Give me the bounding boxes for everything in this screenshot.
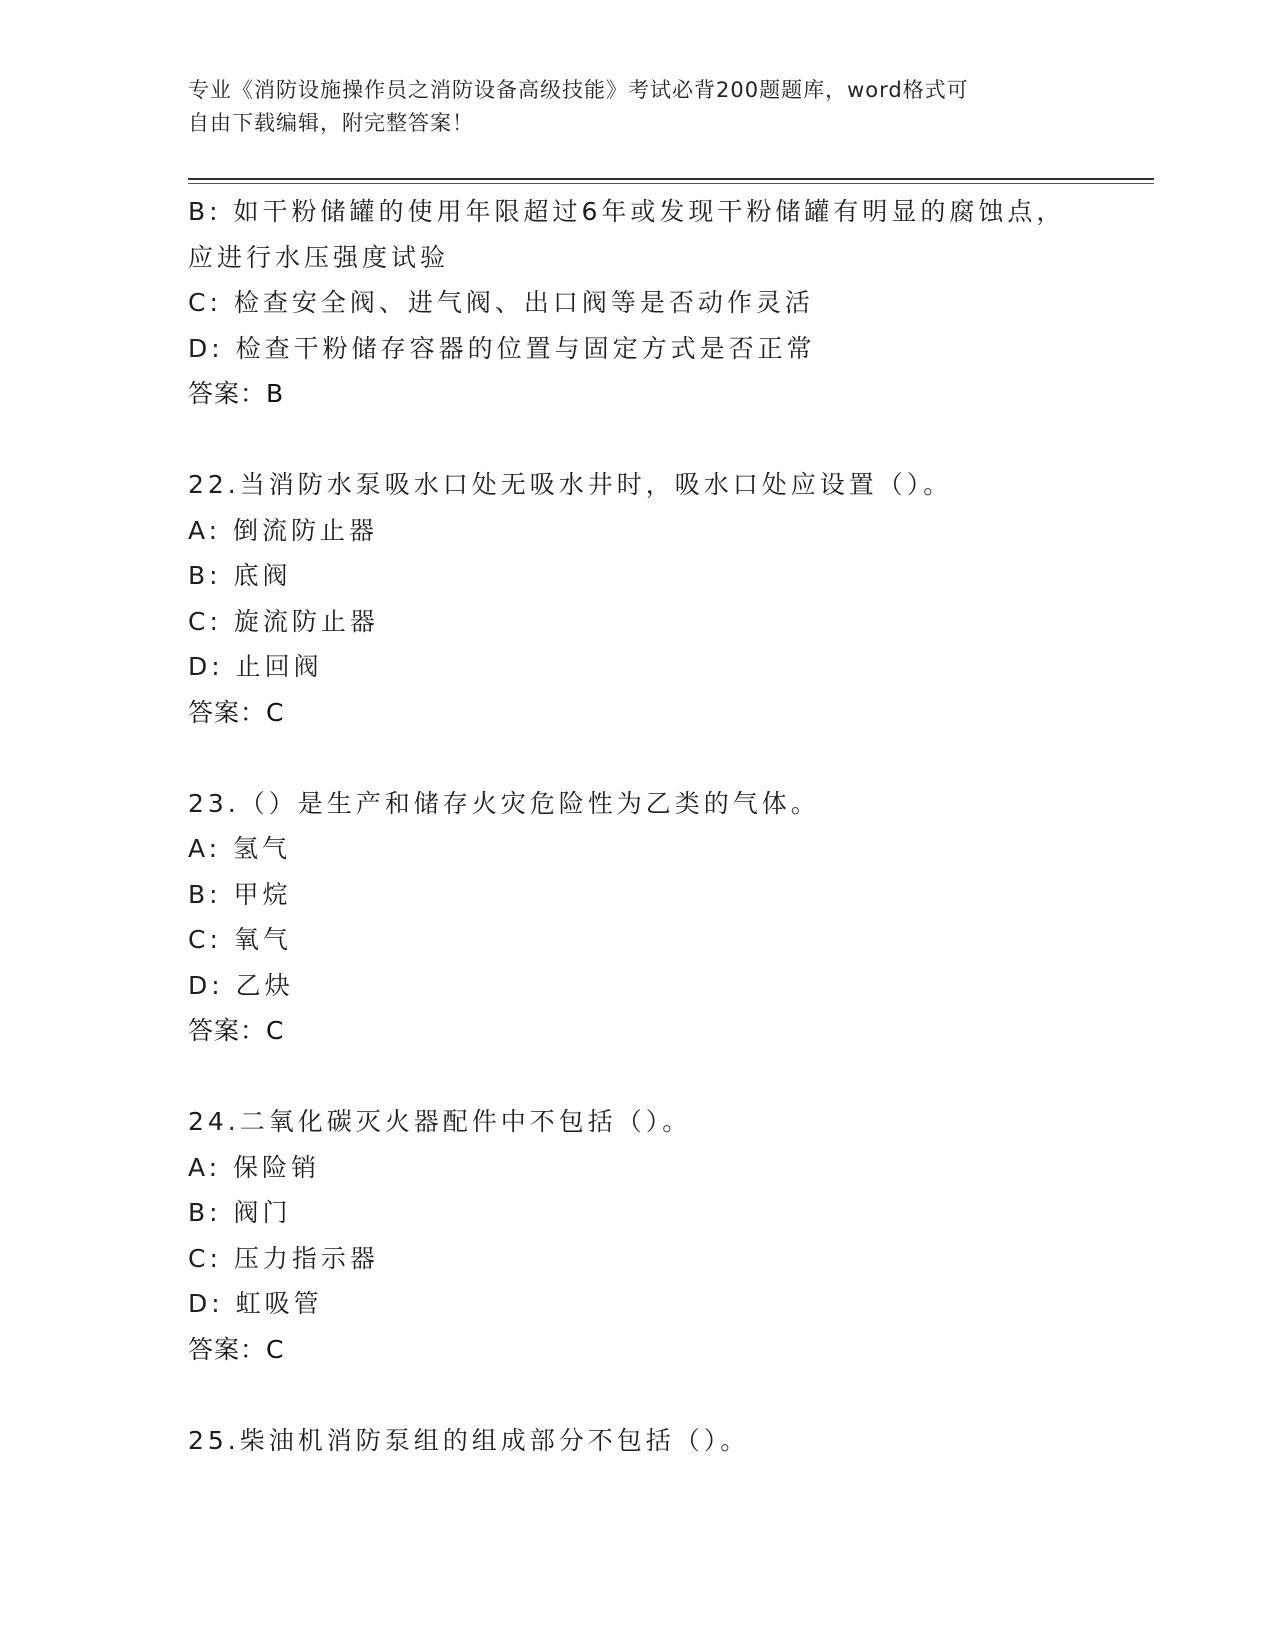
option-b: B: 甲烷 xyxy=(188,879,292,909)
question-22 xyxy=(188,462,1148,735)
spacer xyxy=(188,417,1148,463)
question-23 xyxy=(188,781,1148,1054)
spacer xyxy=(188,1054,1148,1100)
header-divider-thin xyxy=(188,183,1154,184)
answer: 答案：C xyxy=(188,1334,285,1364)
document-header xyxy=(188,74,1088,140)
question-stem: 25.柴油机消防泵组的组成部分不包括（）。 xyxy=(188,1425,750,1455)
option-d: D: 止回阀 xyxy=(188,652,323,681)
question-list xyxy=(188,189,1148,1463)
option-c: C: 检查安全阀、进气阀、出口阀等是否动作灵活 xyxy=(188,288,814,317)
question-stem: 23.（）是生产和储存火灾危险性为乙类的气体。 xyxy=(188,788,820,818)
spacer xyxy=(188,1372,1148,1418)
option-b-continued: 应进行水压强度试验 xyxy=(188,242,450,272)
option-c: C: 氧气 xyxy=(188,925,292,954)
question-21-continued xyxy=(188,189,1148,417)
option-d: D: 检查干粉储存容器的位置与固定方式是否正常 xyxy=(188,333,816,363)
option-a: A: 保险销 xyxy=(188,1152,321,1182)
spacer xyxy=(188,735,1148,781)
question-stem: 22.当消防水泵吸水口处无吸水井时，吸水口处应设置（）。 xyxy=(188,470,953,499)
answer: 答案：B xyxy=(188,379,285,408)
answer: 答案：C xyxy=(188,1016,285,1045)
header-line-1: 专业《消防设施操作员之消防设备高级技能》考试必背200题题库，word格式可 xyxy=(188,78,969,102)
option-a: A: 倒流防止器 xyxy=(188,515,379,545)
answer: 答案：C xyxy=(188,697,285,727)
option-b: B: 底阀 xyxy=(188,561,292,590)
option-d: D: 乙炔 xyxy=(188,970,294,1000)
question-stem: 24.二氧化碳灭火器配件中不包括（）。 xyxy=(188,1107,692,1136)
header-line-2: 自由下载编辑，附完整答案！ xyxy=(188,111,474,135)
question-25 xyxy=(188,1418,1148,1464)
option-a: A: 氢气 xyxy=(188,834,292,863)
option-c: C: 压力指示器 xyxy=(188,1243,379,1273)
question-24 xyxy=(188,1099,1148,1372)
option-c: C: 旋流防止器 xyxy=(188,606,379,636)
option-b: B: 如干粉储罐的使用年限超过6年或发现干粉储罐有明显的腐蚀点， xyxy=(188,197,1066,226)
header-divider-thick xyxy=(188,178,1154,180)
option-d: D: 虹吸管 xyxy=(188,1289,323,1318)
option-b: B: 阀门 xyxy=(188,1198,292,1227)
